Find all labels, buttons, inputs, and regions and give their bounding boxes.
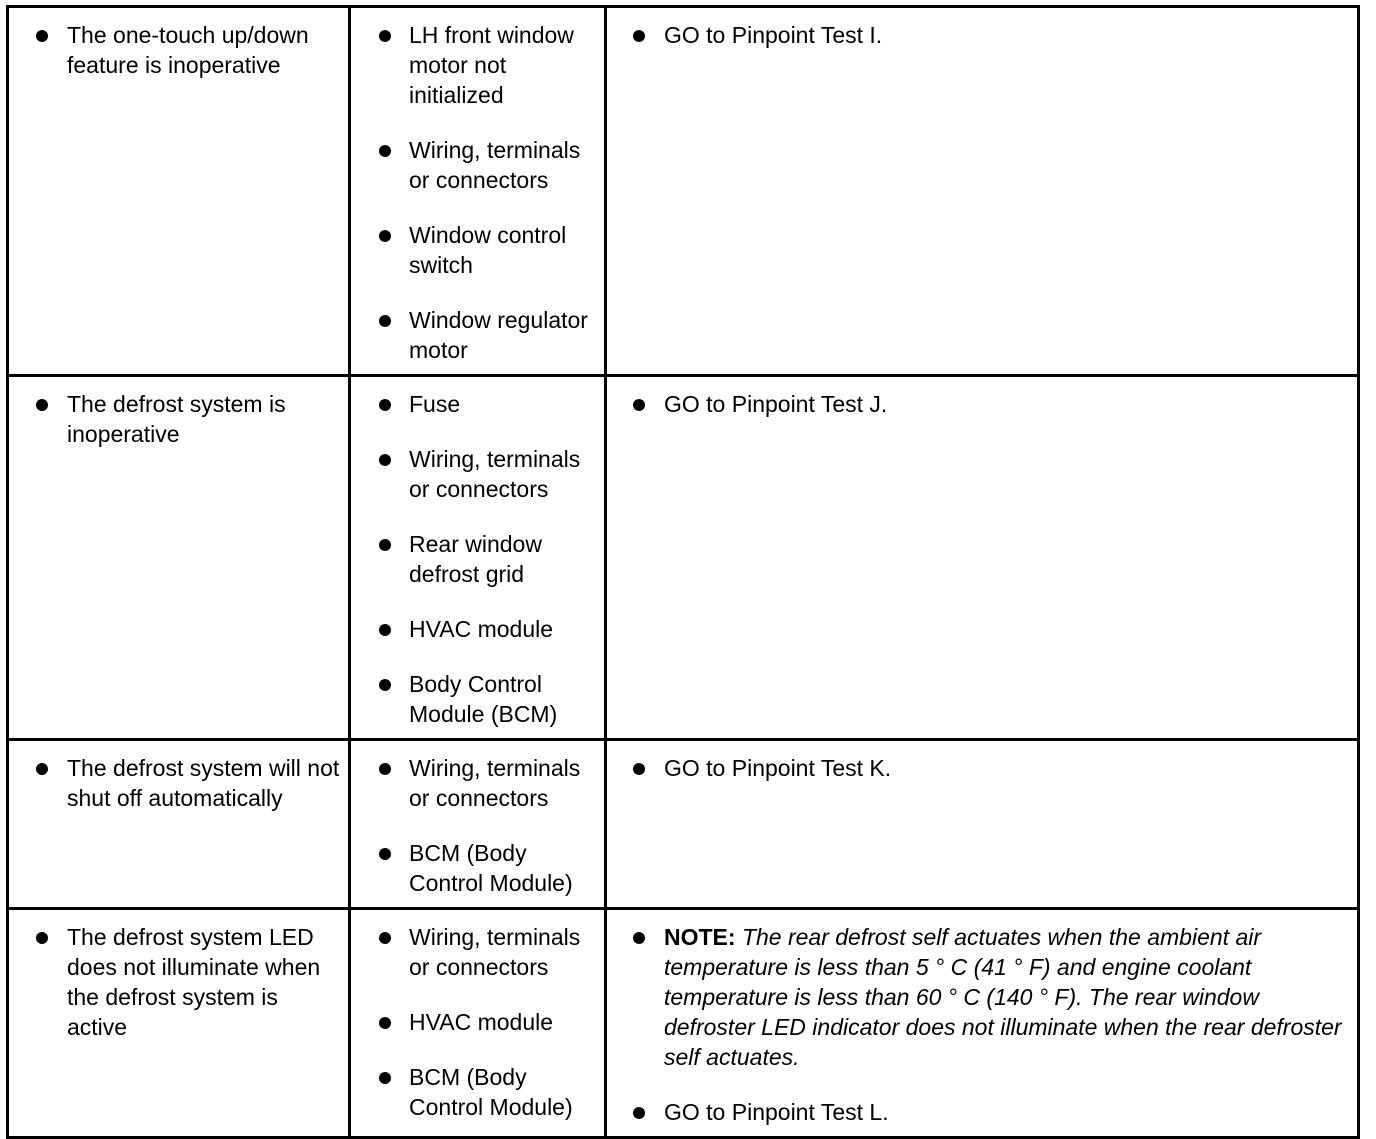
bullet-icon [633, 399, 645, 411]
action-text: GO to Pinpoint Test K. [664, 755, 892, 781]
bullet-icon [379, 932, 391, 944]
list-item [9, 922, 340, 1042]
note-item [607, 922, 1349, 1072]
symptom-list [9, 753, 340, 813]
symptom-list [9, 20, 340, 80]
symptom-text: The one-touch up/down feature is inoperative [67, 22, 309, 78]
symptom-list [9, 389, 340, 449]
bullet-icon [633, 1107, 645, 1119]
bullet-icon [379, 30, 391, 42]
action-cell [606, 740, 1359, 909]
bullet-icon [379, 848, 391, 860]
symptom-cell [8, 740, 350, 909]
table-row [8, 376, 1359, 740]
cause-text: HVAC module [409, 1009, 554, 1035]
action-list [607, 922, 1349, 1127]
cause-text: Fuse [409, 391, 461, 417]
bullet-icon [379, 539, 391, 551]
list-item [351, 529, 596, 589]
cause-cell [350, 909, 606, 1138]
action-list [607, 389, 1349, 419]
list-item [351, 20, 596, 110]
bullet-icon [36, 932, 48, 944]
list-item [351, 1007, 596, 1037]
note-label: NOTE: [664, 924, 736, 950]
cause-text: Wiring, terminals or connectors [409, 755, 581, 811]
list-item [607, 1097, 1349, 1127]
bullet-icon [379, 679, 391, 691]
bullet-icon [36, 763, 48, 775]
symptom-text: The defrost system is inoperative [67, 391, 286, 447]
bullet-icon [379, 145, 391, 157]
cause-list [351, 389, 596, 729]
table-row [8, 909, 1359, 1138]
action-text: GO to Pinpoint Test L. [664, 1099, 889, 1125]
bullet-icon [633, 763, 645, 775]
bullet-icon [36, 30, 48, 42]
cause-list [351, 20, 596, 365]
list-item [351, 444, 596, 504]
symptom-cell [8, 909, 350, 1138]
list-item [351, 135, 596, 195]
bullet-icon [379, 1017, 391, 1029]
cause-text: BCM (Body Control Module) [409, 840, 573, 896]
list-item [607, 753, 1349, 783]
bullet-icon [379, 230, 391, 242]
bullet-icon [633, 30, 645, 42]
bullet-icon [379, 315, 391, 327]
symptom-list [9, 922, 340, 1042]
cause-cell [350, 376, 606, 740]
list-item [607, 389, 1349, 419]
cause-list [351, 922, 596, 1122]
cause-text: Wiring, terminals or connectors [409, 137, 581, 193]
action-list [607, 753, 1349, 783]
symptom-text: The defrost system LED does not illuminate when the defrost system is active [67, 924, 321, 1040]
action-list [607, 20, 1349, 50]
action-cell [606, 376, 1359, 740]
action-cell [606, 7, 1359, 376]
cause-text: Wiring, terminals or connectors [409, 446, 581, 502]
symptom-chart-table [6, 5, 1360, 1139]
table-row [8, 740, 1359, 909]
cause-text: Rear window defrost grid [409, 531, 542, 587]
cause-text: Body Control Module (BCM) [409, 671, 558, 727]
bullet-icon [379, 624, 391, 636]
table-row [8, 7, 1359, 376]
symptom-cell [8, 376, 350, 740]
bullet-icon [633, 932, 645, 944]
cause-text: LH front window motor not initialized [409, 22, 574, 108]
cause-list [351, 753, 596, 898]
note-text: The rear defrost self actuates when the ambient air temperature is less than 5 ° C (41 ° F) and engine coolant temperature is less than 60 ° C (140 ° F). The rear window defroster LED indicator does not illuminate when the rear defroster self actuates. [664, 924, 1342, 1070]
action-cell [606, 909, 1359, 1138]
bullet-icon [379, 763, 391, 775]
bullet-icon [36, 399, 48, 411]
cause-text: BCM (Body Control Module) [409, 1064, 573, 1120]
list-item [351, 389, 596, 419]
list-item [9, 20, 340, 80]
list-item [351, 669, 596, 729]
action-text: GO to Pinpoint Test J. [664, 391, 888, 417]
list-item [351, 753, 596, 813]
list-item [351, 305, 596, 365]
symptom-text: The defrost system will not shut off automatically [67, 755, 340, 811]
cause-cell [350, 7, 606, 376]
list-item [351, 838, 596, 898]
list-item [9, 753, 340, 813]
list-item [9, 389, 340, 449]
list-item [351, 614, 596, 644]
list-item [351, 220, 596, 280]
list-item [607, 20, 1349, 50]
bullet-icon [379, 1072, 391, 1084]
list-item [351, 1062, 596, 1122]
action-text: GO to Pinpoint Test I. [664, 22, 883, 48]
symptom-cell [8, 7, 350, 376]
cause-text: Window regulator motor [409, 307, 588, 363]
cause-text: Wiring, terminals or connectors [409, 924, 581, 980]
cause-text: Window control switch [409, 222, 567, 278]
cause-cell [350, 740, 606, 909]
bullet-icon [379, 399, 391, 411]
cause-text: HVAC module [409, 616, 554, 642]
bullet-icon [379, 454, 391, 466]
list-item [351, 922, 596, 982]
